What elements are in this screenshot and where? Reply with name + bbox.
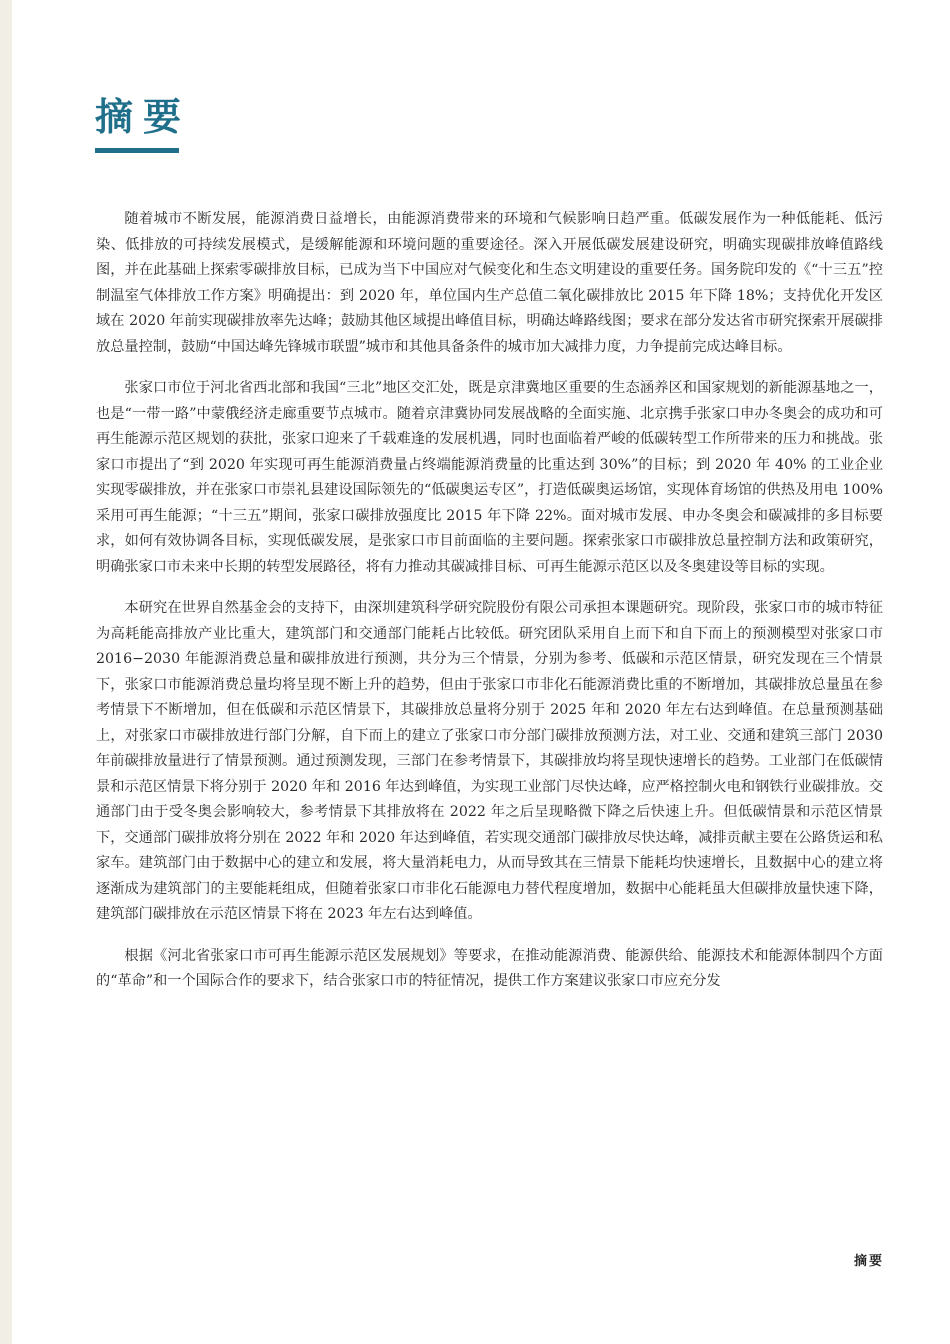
paragraph-2: 张家口市位于河北省西北部和我国“三北”地区交汇处，既是京津冀地区重要的生态涵养区和国家规划的新能源基地之一，也是“一带一路”中蒙俄经济走廊重要节点城市。随着京津冀协同发展战略的全面实施、北京携手张家口申办冬奥会的成功和可再生能源示范区规划的获批，张家口迎来了千载难逢的发展机遇，同时也面临着严峻的低碳转型工作所带来的压力和挑战。张家口市提出了“到 2020 年实现可再生能源消费量占终端能源消费量的比重达到 30%”的目标；到 2020 年 40% 的工业企业实现零碳排放，并在张家口市崇礼县建设国际领先的“低碳奥运专区”，打造低碳奥运场馆，实现体育场馆的供热及用电 100% 采用可再生能源；“十三五”期间，张家口碳排放强度比 2015 年下降 22%。面对城市发展、申办冬奥会和碳减排的多目标要求，如何有效协调各目标，实现低碳发展，是张家口市目前面临的主要问题。探索张家口市碳排放总量控制方法和政策研究，明确张家口市未来中长期的转型发展路径，将有力推动其碳减排目标、可再生能源示范区以及冬奥建设等目标的实现。 [96,380,883,575]
paragraph-4: 根据《河北省张家口市可再生能源示范区发展规划》等要求，在推动能源消费、能源供给、能源技术和能源体制四个方面的“革命”和一个国际合作的要求下，结合张家口市的特征情况，提供工作方案建议张家口市应充分发 [96,947,883,989]
paragraph-3: 本研究在世界自然基金会的支持下，由深圳建筑科学研究院股份有限公司承担本课题研究。现阶段，张家口市的城市特征为高耗能高排放产业比重大，建筑部门和交通部门能耗占比较低。研究团队采用自上而下和自下而上的预测模型对张家口市 2016−2030 年能源消费总量和碳排放进行预测，共分为三个情景，分别为参考、低碳和示范区情景，研究发现在三个情景下，张家口市能源消费总量均将呈现不断上升的趋势，但由于张家口市非化石能源消费比重的不断增加，其碳排放总量虽在参考情景下不断增加，但在低碳和示范区情景下，其碳排放总量将分别于 2025 年和 2020 年左右达到峰值。在总量预测基础上，对张家口市碳排放进行部门分解，自下而上的建立了张家口市分部门碳排放预测方法，对工业、交通和建筑三部门 2030 年前碳排放量进行了情景预测。通过预测发现，三部门在参考情景下，其碳排放均将呈现快速增长的趋势。工业部门在低碳情景和示范区情景下将分别于 2020 年和 2016 年达到峰值，为实现工业部门尽快达峰，应严格控制火电和钢铁行业碳排放。交通部门由于受冬奥会影响较大，参考情景下其排放将在 2022 年之后呈现略微下降之后快速上升。但低碳情景和示范区情景下，交通部门碳排放将分别在 2022 年和 2020 年达到峰值，若实现交通部门碳排放尽快达峰，减排贡献主要在公路货运和私家车。建筑部门由于数据中心的建立和发展，将大量消耗电力，从而导致其在三情景下能耗均快速增长，且数据中心的建立将逐渐成为建筑部门的主要能耗组成，但随着张家口市非化石能源电力替代程度增加，数据中心能耗虽大但碳排放量快速下降，建筑部门碳排放在示范区情景下将在 2023 年左右达到峰值。 [96,600,883,922]
paragraph-1: 随着城市不断发展，能源消费日益增长，由能源消费带来的环境和气候影响日趋严重。低碳发展作为一种低能耗、低污染、低排放的可持续发展模式，是缓解能源和环境问题的重要途径。深入开展低碳发展建设研究，明确实现碳排放峰值路线图，并在此基础上探索零碳排放目标，已成为当下中国应对气候变化和生态文明建设的重要任务。国务院印发的《“十三五”控制温室气体排放工作方案》明确提出：到 2020 年，单位国内生产总值二氧化碳排放比 2015 年下降 18%；支持优化开发区域在 2020 年前实现碳排放率先达峰；鼓励其他区域提出峰值目标，明确达峰路线图；要求在部分发达省市研究探索开展碳排放总量控制，鼓励“中国达峰先锋城市联盟”城市和其他具备条件的城市加大减排力度，力争提前完成达峰目标。 [96,211,883,355]
title-underline [95,148,179,153]
running-footer: 摘要 [853,1254,884,1269]
side-decor-strip [0,0,12,1344]
abstract-body [96,207,883,1011]
page-title: 摘要 [95,95,192,139]
